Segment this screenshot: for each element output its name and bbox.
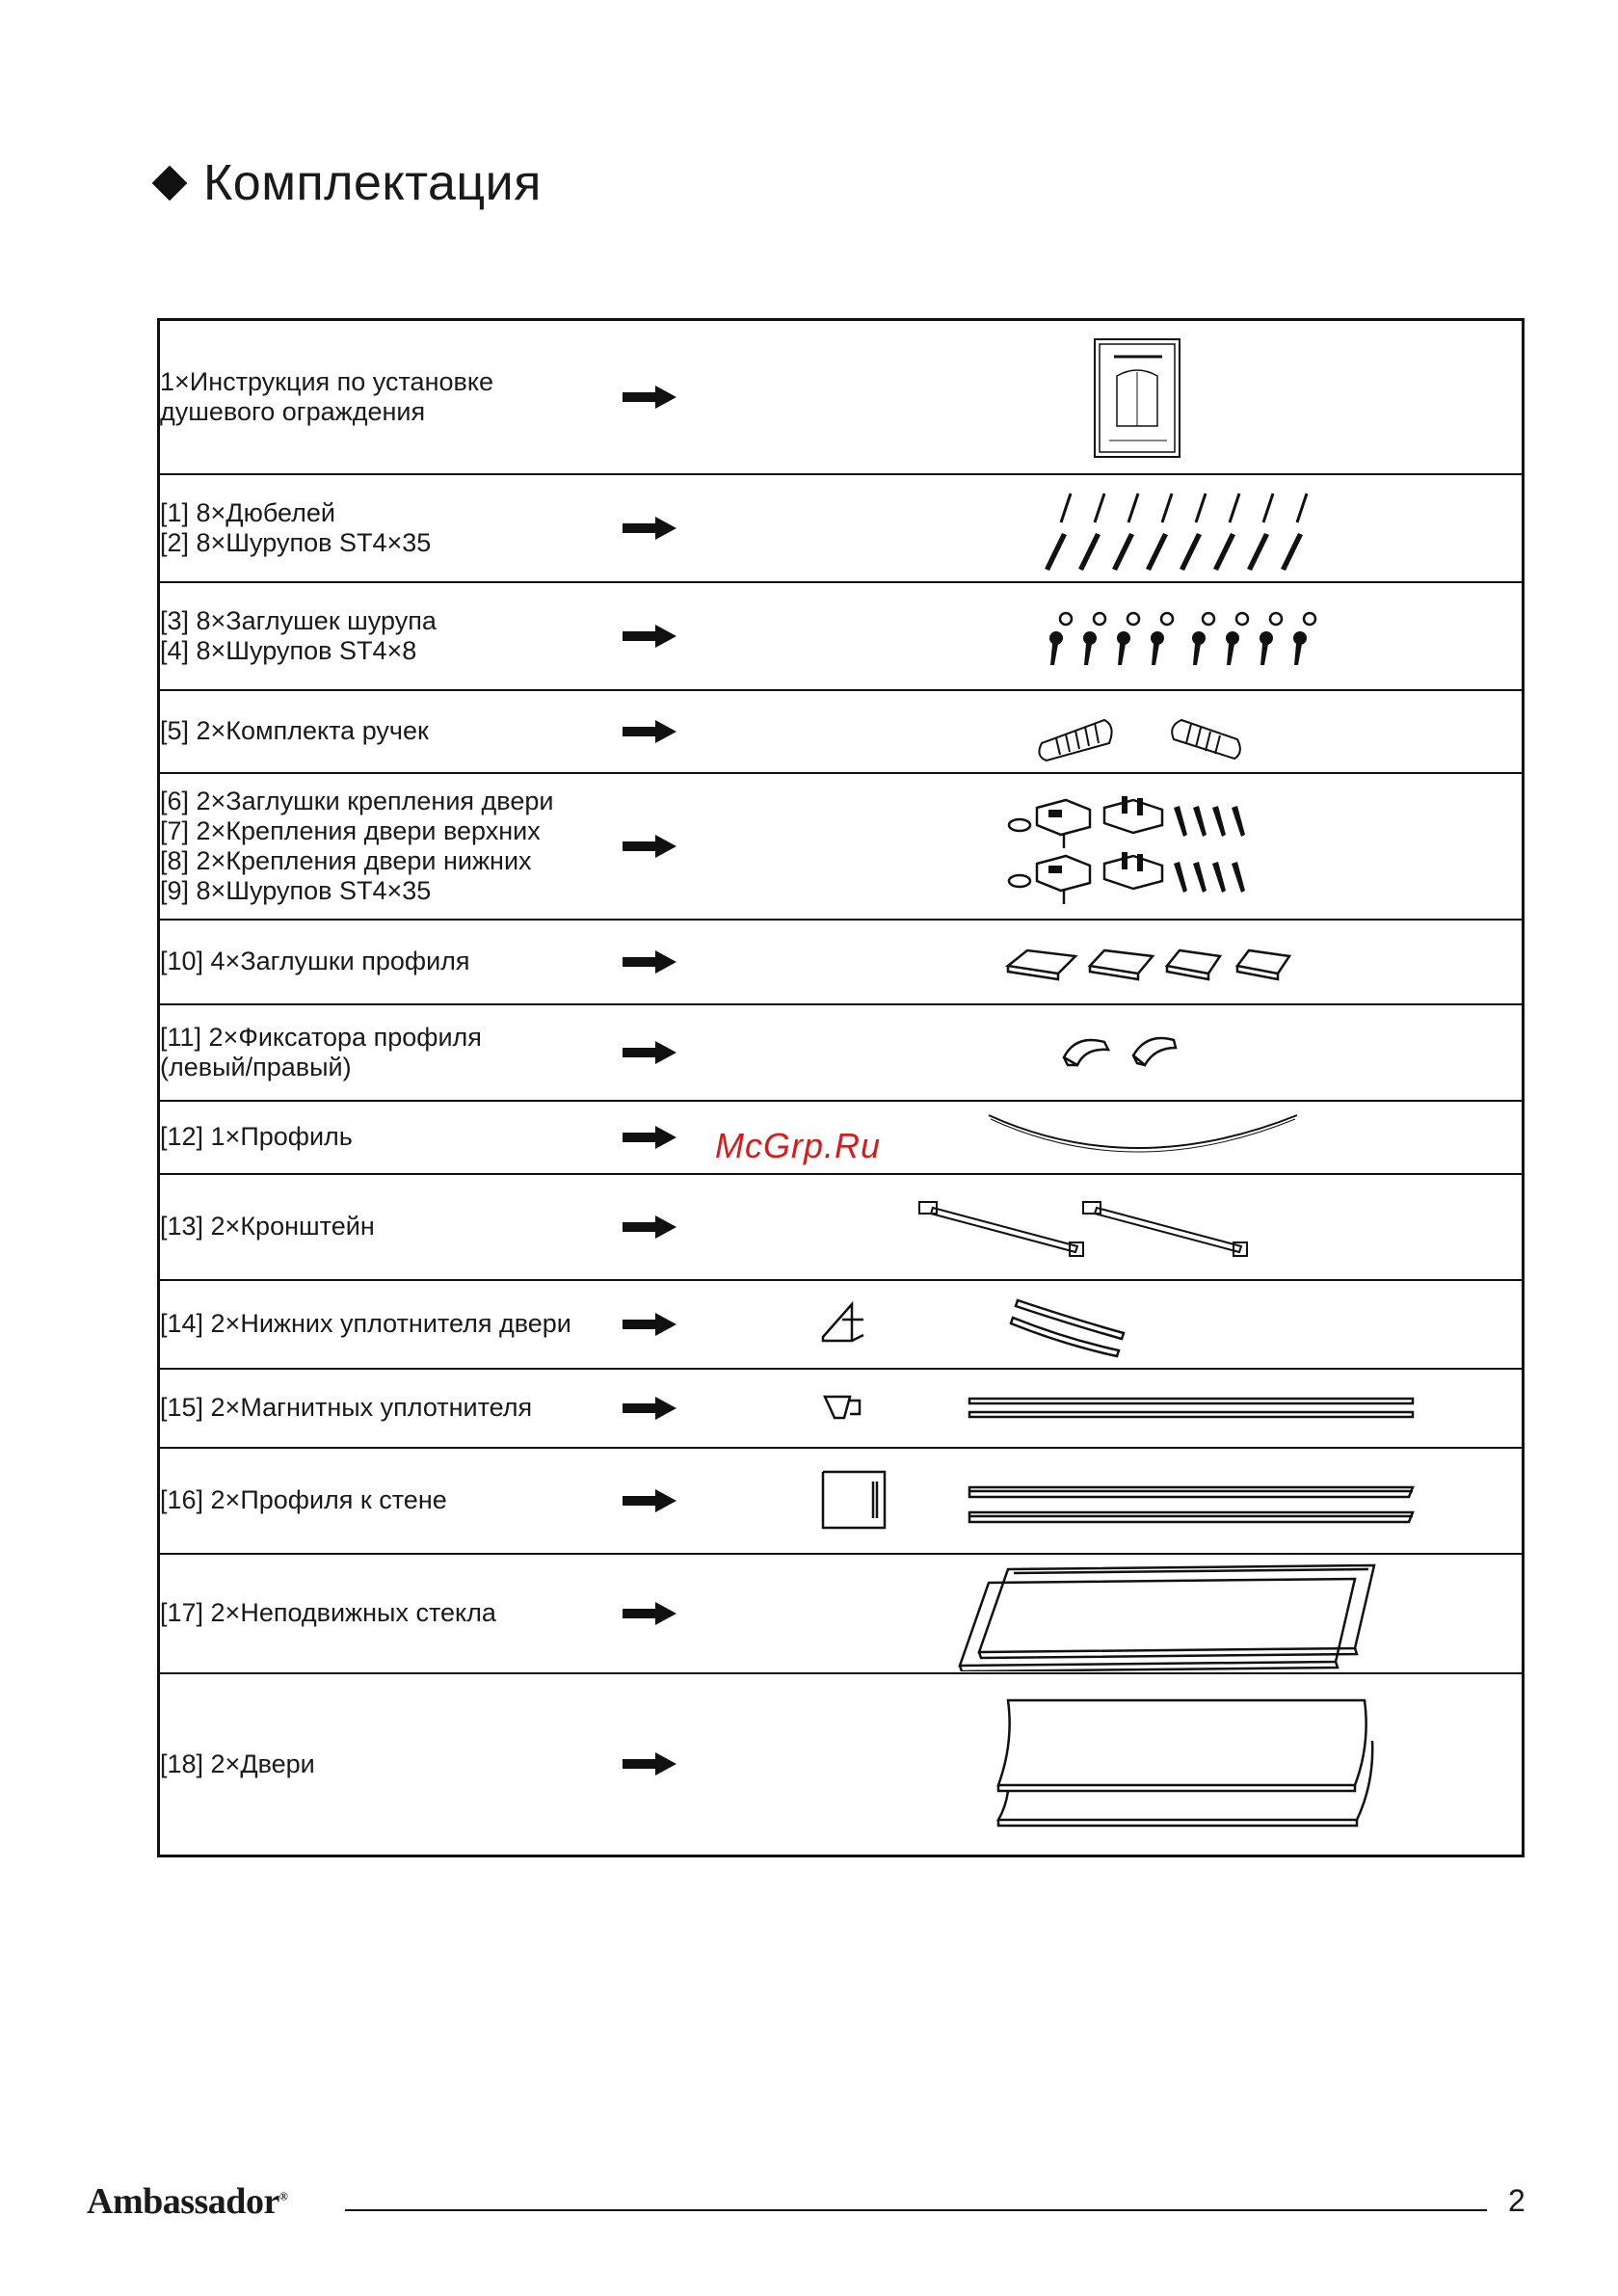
arrow-right-icon — [623, 948, 676, 975]
doors-illustration — [680, 1673, 1524, 1856]
arrow-right-icon — [623, 1487, 676, 1514]
arrow-right-icon — [623, 1750, 676, 1777]
diamond-bullet-icon — [152, 166, 188, 201]
row-description: [15] 2×Магнитных уплотнителя — [159, 1369, 623, 1448]
row-description: [16] 2×Профиля к стене — [159, 1448, 623, 1554]
row-description: [10] 4×Заглушки профиля — [159, 920, 623, 1004]
page-footer — [87, 2169, 1532, 2227]
parts-table — [157, 318, 1525, 1857]
row-description: 1×Инструкция по установке душевого ограждения — [159, 320, 623, 474]
row-description: [11] 2×Фиксатора профиля (левый/правый) — [159, 1004, 623, 1101]
row-description: [1] 8×Дюбелей [2] 8×Шурупов ST4×35 — [159, 474, 623, 582]
row-description: [3] 8×Заглушек шурупа [4] 8×Шурупов ST4×8 — [159, 582, 623, 690]
table-row — [159, 1448, 1524, 1554]
watermark: McGrp.Ru — [715, 1126, 882, 1165]
arrow-right-icon — [623, 515, 676, 542]
table-row — [159, 1280, 1524, 1369]
arrow-right-icon — [623, 384, 676, 411]
footer-divider — [345, 2209, 1487, 2211]
wall-profiles-illustration — [680, 1448, 1524, 1554]
table-row — [159, 1554, 1524, 1673]
handles-illustration — [680, 690, 1524, 773]
row-description: [18] 2×Двери — [159, 1673, 623, 1856]
row-description: [12] 1×Профиль — [159, 1101, 623, 1174]
arrow-right-icon — [623, 1395, 676, 1422]
table-row — [159, 1004, 1524, 1101]
table-row — [159, 320, 1524, 474]
dowels-and-screws-illustration — [680, 474, 1524, 582]
table-row — [159, 1369, 1524, 1448]
arrow-right-icon — [623, 623, 676, 650]
arrow-right-icon — [623, 718, 676, 745]
brackets-illustration — [680, 1174, 1524, 1280]
page-title — [157, 154, 542, 212]
profile-caps-illustration — [680, 920, 1524, 1004]
manual-booklet-illustration — [680, 320, 1524, 474]
row-description: [17] 2×Неподвижных стекла — [159, 1554, 623, 1673]
row-description: [5] 2×Комплекта ручек — [159, 690, 623, 773]
table-row — [159, 920, 1524, 1004]
table-row — [159, 582, 1524, 690]
magnetic-seals-illustration — [680, 1369, 1524, 1448]
arrow-right-icon — [623, 1214, 676, 1241]
profile-fixators-illustration — [680, 1004, 1524, 1101]
table-row — [159, 690, 1524, 773]
arrow-right-icon — [623, 1039, 676, 1066]
arrow-right-icon — [623, 833, 676, 860]
arrow-right-icon — [623, 1600, 676, 1627]
table-row — [159, 1673, 1524, 1856]
table-row — [159, 773, 1524, 920]
arrow-right-icon — [623, 1311, 676, 1338]
screw-caps-illustration — [680, 582, 1524, 690]
bottom-seals-illustration — [680, 1280, 1524, 1369]
page-number: 2 — [1508, 2183, 1525, 2218]
brand-logo: Ambassador® — [87, 2181, 288, 2222]
row-description: [13] 2×Кронштейн — [159, 1174, 623, 1280]
door-fixings-illustration — [680, 773, 1524, 920]
fixed-glass-illustration — [680, 1554, 1524, 1673]
arrow-right-icon — [623, 1124, 676, 1151]
row-description: [6] 2×Заглушки крепления двери [7] 2×Крепления двери верхних [8] 2×Крепления двери нижних [9] 8×Шурупов ST4×35 — [159, 773, 623, 920]
row-description: [14] 2×Нижних уплотнителя двери — [159, 1280, 623, 1369]
table-row — [159, 1174, 1524, 1280]
page-title-text: Комплектация — [203, 155, 542, 211]
table-row — [159, 474, 1524, 582]
